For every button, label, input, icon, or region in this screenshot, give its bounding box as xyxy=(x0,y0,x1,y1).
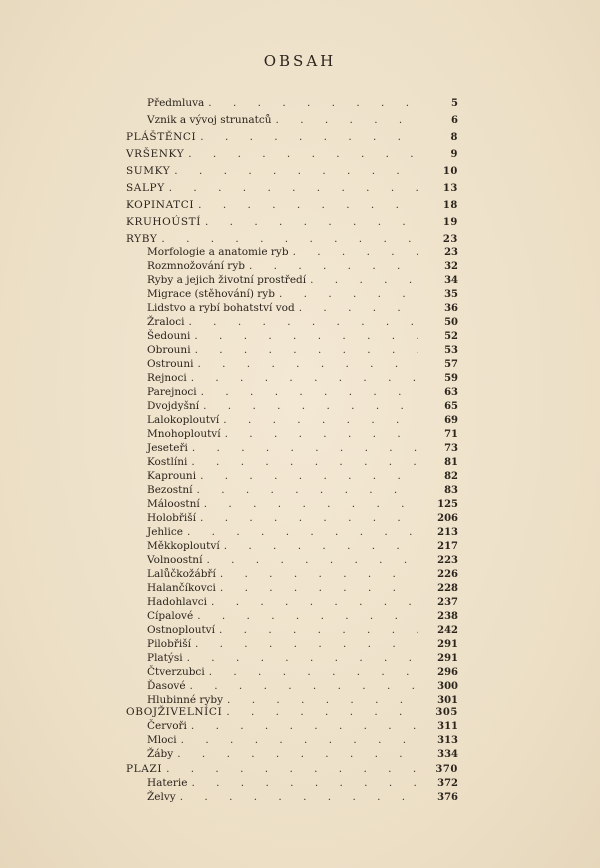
toc-entry xyxy=(147,427,458,441)
toc-page-number: 237 xyxy=(437,597,458,608)
toc-page-number: 305 xyxy=(435,707,458,718)
toc-entry xyxy=(147,623,458,637)
toc-label: Dvojdyšní xyxy=(147,400,200,412)
toc-label: SUMKY xyxy=(126,165,171,177)
toc-page-number: 32 xyxy=(444,261,458,272)
toc-section xyxy=(126,130,458,144)
toc-page-number: 125 xyxy=(437,499,458,510)
toc-entry xyxy=(147,539,458,553)
toc-page-number: 18 xyxy=(442,200,458,211)
toc-label: Ostnoploutví xyxy=(147,624,215,636)
toc-page-number: 296 xyxy=(437,667,458,678)
toc-label: Máloostní xyxy=(147,498,200,510)
toc-page-number: 52 xyxy=(444,331,458,342)
toc-label: Halančíkovci xyxy=(147,582,216,594)
toc-label: Rozmnožování ryb xyxy=(147,260,245,272)
toc-page-number: 5 xyxy=(451,98,458,109)
toc-page-number: 213 xyxy=(437,527,458,538)
toc-page-number: 228 xyxy=(437,583,458,594)
toc-entry xyxy=(147,553,458,567)
dot-leader xyxy=(177,747,418,761)
toc-page-number: 217 xyxy=(437,541,458,552)
toc-entry xyxy=(147,469,458,483)
toc-label: PLÁŠTĚNCI xyxy=(126,131,197,143)
toc-page-number: 63 xyxy=(444,387,458,398)
toc-label: VRŠENKY xyxy=(126,148,185,160)
toc-page-number: 10 xyxy=(442,166,458,177)
toc-label: Platýsi xyxy=(147,652,183,664)
toc-label: SALPY xyxy=(126,182,165,194)
toc-label: Žraloci xyxy=(147,316,185,328)
toc-entry xyxy=(147,733,458,747)
dot-leader xyxy=(197,483,418,497)
toc-page-number: 242 xyxy=(437,625,458,636)
toc-entry xyxy=(147,113,458,127)
toc-entry xyxy=(147,719,458,733)
toc-page-number: 23 xyxy=(444,247,458,258)
toc-label: Holobřiší xyxy=(147,512,197,524)
toc-page-number: 376 xyxy=(437,792,458,803)
toc-page-number: 57 xyxy=(444,359,458,370)
toc-page-number: 223 xyxy=(437,555,458,566)
dot-leader xyxy=(203,399,418,413)
dot-leader xyxy=(279,287,418,301)
dot-leader xyxy=(191,455,418,469)
dot-leader xyxy=(195,637,418,651)
toc-entry xyxy=(147,637,458,651)
toc-entry xyxy=(147,287,458,301)
toc-section xyxy=(126,762,458,776)
toc-page-number: 65 xyxy=(444,401,458,412)
toc-label: Šedouni xyxy=(147,330,191,342)
toc-label: Kaprouni xyxy=(147,470,197,482)
dot-leader xyxy=(191,371,418,385)
dot-leader xyxy=(293,245,418,259)
dot-leader xyxy=(180,790,418,804)
toc-label: Ďasové xyxy=(147,680,186,692)
toc-label: Předmluva xyxy=(147,97,205,109)
toc-entry xyxy=(147,455,458,469)
toc-label: Volnoostní xyxy=(147,554,203,566)
toc-label: Lalokoploutví xyxy=(147,414,220,426)
toc-entry xyxy=(147,665,458,679)
dot-leader xyxy=(169,181,418,195)
toc-page-number: 301 xyxy=(437,695,458,706)
toc-entry xyxy=(147,483,458,497)
dot-leader xyxy=(208,96,418,110)
toc-entry xyxy=(147,371,458,385)
dot-leader xyxy=(161,232,418,246)
dot-leader xyxy=(188,147,418,161)
dot-leader xyxy=(200,469,418,483)
toc-page-number: 291 xyxy=(437,639,458,650)
dot-leader xyxy=(197,357,418,371)
dot-leader xyxy=(166,762,418,776)
toc-page-number: 73 xyxy=(444,443,458,454)
toc-entry xyxy=(147,301,458,315)
toc-label: Lalůčkožábří xyxy=(147,568,216,580)
toc-label: Hlubinné ryby xyxy=(147,694,224,706)
toc-page-number: 291 xyxy=(437,653,458,664)
toc-page-number: 19 xyxy=(442,217,458,228)
dot-leader xyxy=(249,259,418,273)
dot-leader xyxy=(187,525,418,539)
toc-label: Mnohoploutví xyxy=(147,428,221,440)
dot-leader xyxy=(276,113,418,127)
toc-label: Lidstvo a rybí bohatství vod xyxy=(147,302,295,314)
toc-label: Bezostní xyxy=(147,484,193,496)
toc-entry xyxy=(147,441,458,455)
dot-leader xyxy=(192,441,418,455)
dot-leader xyxy=(195,343,418,357)
toc-entry xyxy=(147,315,458,329)
dot-leader xyxy=(181,733,418,747)
dot-leader xyxy=(220,567,418,581)
dot-leader xyxy=(223,413,418,427)
toc-label: Hadohlavci xyxy=(147,596,208,608)
toc-entry xyxy=(147,511,458,525)
toc-page-number: 370 xyxy=(435,764,458,775)
toc-label: Cípalové xyxy=(147,610,194,622)
toc-page-number: 50 xyxy=(444,317,458,328)
dot-leader xyxy=(201,385,418,399)
toc-entry xyxy=(147,525,458,539)
toc-label: Parejnoci xyxy=(147,386,197,398)
toc-label: RYBY xyxy=(126,233,158,245)
toc-page-number: 311 xyxy=(437,721,458,732)
toc-entry xyxy=(147,245,458,259)
toc-page-number: 34 xyxy=(444,275,458,286)
toc-label: KOPINATCI xyxy=(126,199,195,211)
dot-leader xyxy=(197,609,418,623)
toc-entry xyxy=(147,651,458,665)
toc-entry xyxy=(147,790,458,804)
dot-leader xyxy=(205,215,418,229)
toc-entry xyxy=(147,329,458,343)
toc-label: PLAZI xyxy=(126,763,163,775)
dot-leader xyxy=(174,164,418,178)
toc-label: KRUHOÚSTÍ xyxy=(126,216,201,228)
toc-page-number: 6 xyxy=(451,115,458,126)
dot-leader xyxy=(310,273,418,287)
dot-leader xyxy=(219,623,418,637)
toc-page-number: 35 xyxy=(444,289,458,300)
toc-label: Obrouni xyxy=(147,344,191,356)
toc-label: Morfologie a anatomie ryb xyxy=(147,246,289,258)
dot-leader xyxy=(200,511,418,525)
toc-entry xyxy=(147,679,458,693)
toc-page-number: 9 xyxy=(450,149,458,160)
toc-page-number: 71 xyxy=(444,429,458,440)
toc-page-number: 69 xyxy=(444,415,458,426)
toc-page-number: 59 xyxy=(444,373,458,384)
toc-page-number: 23 xyxy=(442,234,458,245)
toc-label: Haterie xyxy=(147,777,188,789)
toc-page-number: 13 xyxy=(442,183,458,194)
toc-page-number: 83 xyxy=(444,485,458,496)
toc-entry xyxy=(147,581,458,595)
dot-leader xyxy=(226,705,418,719)
toc-entry xyxy=(147,273,458,287)
dot-leader xyxy=(209,665,418,679)
dot-leader xyxy=(204,497,418,511)
dot-leader xyxy=(190,679,418,693)
dot-leader xyxy=(198,198,418,212)
toc-label: Ostrouni xyxy=(147,358,194,370)
toc-section xyxy=(126,181,458,195)
toc-entry xyxy=(147,747,458,761)
page-title: OBSAH xyxy=(263,52,337,70)
toc-label: Červoři xyxy=(147,720,187,732)
toc-section xyxy=(126,147,458,161)
toc-page-number: 313 xyxy=(437,735,458,746)
toc-label: Ryby a jejich životní prostředí xyxy=(147,274,307,286)
toc-page-number: 226 xyxy=(437,569,458,580)
toc-entry xyxy=(147,497,458,511)
toc-page-number: 81 xyxy=(444,457,458,468)
toc-label: Migrace (stěhování) ryb xyxy=(147,288,275,300)
dot-leader xyxy=(220,581,418,595)
toc-page-number: 372 xyxy=(437,778,458,789)
toc-label: Kostlíni xyxy=(147,456,188,468)
toc-entry xyxy=(147,357,458,371)
toc-entry xyxy=(147,776,458,790)
toc-entry xyxy=(147,609,458,623)
toc-label: Pilobřiší xyxy=(147,638,191,650)
toc-section xyxy=(126,198,458,212)
toc-label: Měkkoploutví xyxy=(147,540,220,552)
toc-page-number: 300 xyxy=(437,681,458,692)
toc-label: Mloci xyxy=(147,734,177,746)
toc-section xyxy=(126,215,458,229)
toc-section xyxy=(126,164,458,178)
toc-label: Vznik a vývoj strunatců xyxy=(147,114,272,126)
dot-leader xyxy=(189,315,419,329)
dot-leader xyxy=(225,427,418,441)
toc-entry xyxy=(147,385,458,399)
toc-entry xyxy=(147,259,458,273)
toc-page-number: 334 xyxy=(437,749,458,760)
toc-page-number: 206 xyxy=(437,513,458,524)
dot-leader xyxy=(200,130,418,144)
toc-page-number: 36 xyxy=(444,303,458,314)
dot-leader xyxy=(191,776,418,790)
dot-leader xyxy=(224,539,418,553)
toc-entry xyxy=(147,567,458,581)
toc-entry xyxy=(147,343,458,357)
toc-page-number: 53 xyxy=(444,345,458,356)
dot-leader xyxy=(206,553,418,567)
toc-page-number: 8 xyxy=(450,132,458,143)
toc-label: OBOJŽIVELNÍCI xyxy=(126,706,223,718)
toc-label: Jehlice xyxy=(147,526,183,538)
toc-label: Žáby xyxy=(147,748,174,760)
toc-label: Rejnoci xyxy=(147,372,187,384)
toc-label: Čtverzubci xyxy=(147,666,205,678)
toc-entry xyxy=(147,96,458,110)
toc-label: Želvy xyxy=(147,791,176,803)
toc-section xyxy=(126,705,458,719)
dot-leader xyxy=(299,301,418,315)
dot-leader xyxy=(191,719,418,733)
toc-entry xyxy=(147,595,458,609)
toc-entry xyxy=(147,399,458,413)
dot-leader xyxy=(194,329,418,343)
dot-leader xyxy=(187,651,418,665)
dot-leader xyxy=(211,595,418,609)
toc-entry xyxy=(147,413,458,427)
toc-page-number: 82 xyxy=(444,471,458,482)
toc-page-number: 238 xyxy=(437,611,458,622)
toc-label: Jeseteři xyxy=(147,442,188,454)
toc-section xyxy=(126,232,458,246)
